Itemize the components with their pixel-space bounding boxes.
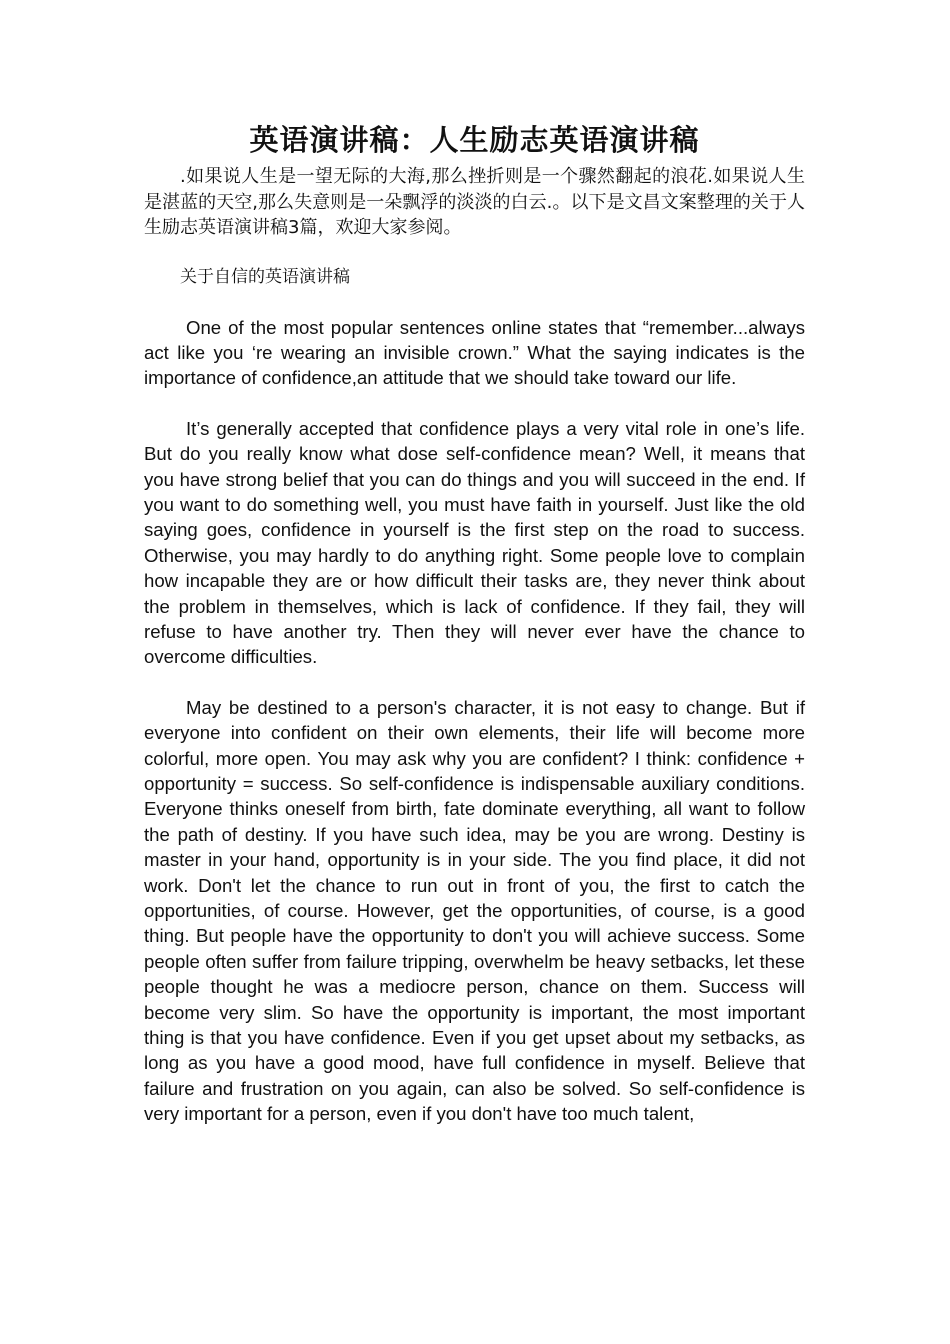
document-title: 英语演讲稿：人生励志英语演讲稿: [249, 123, 700, 157]
body-paragraph-3: May be destined to a person's character, it is not easy to change. But if everyone into confident on their own elements, their life will become more colorful, more open. You may ask why you are confident? I think: confidence + opportunity = success. So self-confidence is indispensable auxiliary conditions. Everyone thinks oneself from birth, fate dominate everything, all want to follow the path of destiny. If you have such idea, may be you are wrong. Destiny is master in your hand, opportunity is in your side. The you find place, it did not work. Don't let the chance to run out in front of you, the first to catch the opportunities, of course. However, get the opportunities, of course, is a good thing. But people have the opportunity to don't you will achieve success. Some people often suffer from failure tripping, overwhelm be heavy setbacks, let these people thought he was a mediocre person, chance on them. Success will become very slim. So have the opportunity is important, the most important thing is that you have confidence. Even if you get upset about my setbacks, as long as you have a good mood, have full confidence in myself. Believe that failure and frustration on you again, can also be solved. So self-confidence is very important for a person, even if you don't have too much talent,: [144, 696, 805, 1125]
document-page: [144, 118, 805, 1127]
intro-paragraph: .如果说人生是一望无际的大海,那么挫折则是一个骤然翻起的浪花.如果说人生是湛蓝的天空,那么失意则是一朵飘浮的淡淡的白云.。以下是文昌文案整理的关于人生励志英语演讲稿3篇，欢迎大家参阅。: [144, 166, 805, 238]
section-heading: 关于自信的英语演讲稿: [180, 266, 350, 287]
body-paragraph-2: It’s generally accepted that confidence plays a very vital role in one’s life. But do you really know what dose self-confidence mean? Well, it means that you have strong belief that you can do things and you will succeed in the end. If you want to do something well, you must have faith in yourself. Just like the old saying goes, confidence in yourself is the first step on the road to success. Otherwise, you may hardly to do anything right. Some people love to complain how incapable they are or how difficult their tasks are, they never think about the problem in themselves, which is lack of confidence. If they fail, they will refuse to have another try. Then they will never ever have the chance to overcome difficulties.: [144, 417, 805, 668]
body-paragraph-1: One of the most popular sentences online states that “remember...always act like you ‘re wearing an invisible crown.” What the saying indicates is the importance of confidence,an attitude that we should take toward our life.: [144, 316, 805, 389]
